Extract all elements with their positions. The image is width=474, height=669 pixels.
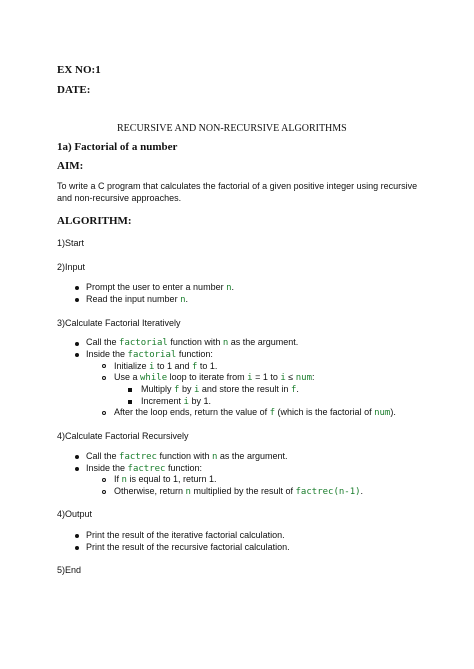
text: After the loop ends, return the value of (114, 407, 270, 417)
list-item (114, 486, 363, 497)
text: Call the (86, 337, 120, 347)
text: loop to iterate from (167, 372, 248, 382)
list-item (86, 337, 298, 348)
text: is equal to 1, return 1. (126, 474, 217, 484)
text: function: (176, 349, 213, 359)
code-token: while (140, 373, 168, 383)
text: function: (165, 463, 202, 473)
code-token: i (280, 373, 286, 383)
text: = 1 to (252, 372, 281, 382)
text: to 1 and (154, 361, 192, 371)
section-subtitle: 1a) Factorial of a number (57, 141, 178, 153)
code-token: factorial (119, 338, 168, 348)
aim-heading: AIM: (57, 160, 84, 172)
code-token: i (247, 373, 253, 383)
step-iterative: 3)Calculate Factorial Iteratively (57, 318, 181, 328)
text: function with (156, 451, 212, 461)
code-token: factorial (127, 350, 177, 360)
bullet-square (128, 400, 132, 404)
step-input: 2)Input (57, 262, 86, 272)
text: . (185, 294, 188, 304)
list-item (86, 282, 234, 293)
text: ). (390, 407, 396, 417)
list-item (114, 474, 217, 485)
code-token: num (295, 373, 312, 383)
algorithm-heading: ALGORITHM: (57, 215, 132, 227)
code-token: f (290, 385, 297, 395)
text: (which is the factorial of (275, 407, 375, 417)
text: . (231, 282, 235, 292)
bullet-circle (102, 490, 106, 494)
bullet-dot (75, 353, 79, 357)
document-title: RECURSIVE AND NON-RECURSIVE ALGORITHMS (117, 123, 347, 134)
text: : (312, 372, 315, 382)
text: by (179, 384, 194, 394)
step-end: 5)End (57, 565, 82, 575)
text: Prompt the user to enter a number (86, 282, 227, 292)
list-item (86, 349, 213, 360)
code-token: factrec (119, 452, 157, 462)
bullet-circle (102, 478, 106, 482)
list-item: Print the result of the iterative factorial calculation. (86, 530, 285, 540)
code-token: n (185, 487, 191, 497)
list-item (86, 463, 202, 474)
text: Increment (141, 396, 184, 406)
text: Read the input number (86, 294, 181, 304)
code-token: n (121, 475, 127, 485)
code-token: n (222, 338, 229, 348)
text: . (360, 486, 364, 496)
text: . (296, 384, 299, 394)
text: Multiply (141, 384, 175, 394)
bullet-circle (102, 376, 106, 380)
text: Initialize (114, 361, 150, 371)
text: Use a (114, 372, 141, 382)
code-token: i (193, 385, 200, 395)
list-item (114, 407, 396, 418)
bullet-dot (75, 455, 79, 459)
bullet-square (128, 388, 132, 392)
bullet-circle (102, 364, 106, 368)
code-token: i (183, 397, 189, 407)
code-token: f (191, 362, 198, 372)
bullet-circle (102, 411, 106, 415)
bullet-dot (75, 467, 79, 471)
text: multiplied by the result of (190, 486, 296, 496)
list-item (114, 361, 217, 372)
code-token: factrec(n-1) (295, 487, 361, 497)
aim-text-line2: and non-recursive approaches. (57, 193, 182, 203)
bullet-dot (75, 342, 79, 346)
text: as the argument. (228, 337, 299, 347)
list-item (86, 451, 287, 462)
step-start: 1)Start (57, 238, 85, 248)
list-item (86, 294, 188, 305)
code-token: n (180, 295, 186, 305)
code-token: factrec (127, 464, 166, 474)
step-output: 4)Output (57, 509, 93, 519)
bullet-dot (75, 298, 79, 302)
code-token: f (174, 385, 180, 395)
text: function with (167, 337, 223, 347)
text: Call the (86, 451, 120, 461)
code-token: n (212, 452, 218, 462)
text: and store the result in (199, 384, 291, 394)
step-recursive: 4)Calculate Factorial Recursively (57, 431, 189, 441)
text: as the argument. (217, 451, 288, 461)
code-token: num (374, 408, 391, 418)
aim-text-line1: To write a C program that calculates the factorial of a given positive integer using recursive (57, 181, 418, 191)
ex-no-label: EX NO:1 (57, 64, 101, 76)
list-item (141, 384, 299, 395)
text: by 1. (188, 396, 211, 406)
text: Inside the (86, 349, 128, 359)
text: If (114, 474, 122, 484)
bullet-dot (75, 546, 79, 550)
list-item (141, 396, 211, 407)
text: Otherwise, return (114, 486, 186, 496)
code-token: i (149, 362, 155, 372)
text: ≤ (285, 372, 296, 382)
bullet-dot (75, 534, 79, 538)
list-item: Print the result of the recursive factorial calculation. (86, 542, 290, 552)
text: Inside the (86, 463, 128, 473)
bullet-dot (75, 286, 79, 290)
code-token: n (226, 283, 232, 293)
text: to 1. (197, 361, 218, 371)
date-label: DATE: (57, 84, 91, 96)
list-item (114, 372, 315, 383)
code-token: f (269, 408, 276, 418)
